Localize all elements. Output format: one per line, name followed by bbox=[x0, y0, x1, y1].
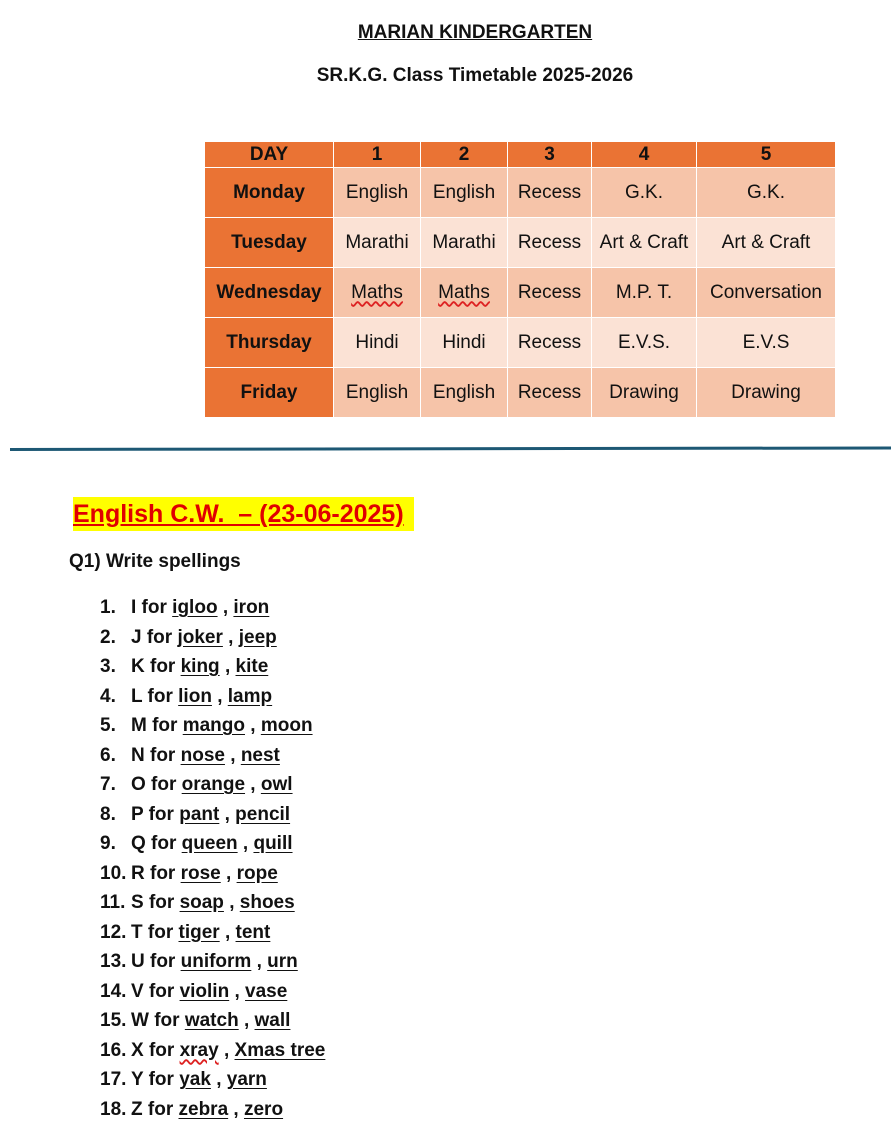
period-cell: Art & Craft bbox=[592, 218, 697, 268]
spelling-word-2: rope bbox=[236, 862, 278, 884]
period-cell: Recess bbox=[508, 218, 592, 268]
day-cell: Wednesday bbox=[205, 268, 334, 318]
item-prefix: T for bbox=[131, 921, 174, 943]
item-prefix: J for bbox=[131, 626, 173, 648]
period-cell: E.V.S. bbox=[592, 318, 697, 368]
item-number: 5. bbox=[100, 715, 116, 736]
spelling-word-1: tiger bbox=[178, 921, 220, 943]
spelling-word-1: zebra bbox=[178, 1098, 229, 1120]
spelling-list-item: 9. Q for queen , quill bbox=[100, 829, 325, 859]
spelling-list-item: 17. Y for yak , yarn bbox=[100, 1065, 325, 1095]
spelling-list-item: 15. W for watch , wall bbox=[100, 1006, 325, 1036]
spelling-word-2: jeep bbox=[238, 626, 277, 648]
spelling-word-1: igloo bbox=[172, 597, 218, 618]
spelling-word-1: king bbox=[180, 656, 220, 677]
timetable-row-monday bbox=[205, 168, 836, 218]
spelling-word-2: lamp bbox=[227, 685, 273, 707]
item-number: 3. bbox=[100, 656, 116, 677]
spelling-list-item: 14. V for violin , vase bbox=[100, 977, 325, 1007]
item-prefix: K for bbox=[131, 656, 176, 677]
spelling-list-item: 3. K for king , kite bbox=[100, 652, 325, 682]
day-cell: Monday bbox=[205, 168, 334, 218]
item-number: 15. bbox=[100, 1010, 127, 1031]
spelling-word-1: violin bbox=[179, 980, 230, 1002]
day-cell: Tuesday bbox=[205, 218, 334, 268]
spelling-word-1: nose bbox=[180, 744, 225, 766]
item-number: 9. bbox=[100, 833, 116, 854]
spelling-word-2: tent bbox=[235, 921, 271, 943]
spelling-word-2: owl bbox=[260, 774, 293, 795]
spelling-word-1: yak bbox=[179, 1069, 211, 1090]
period-cell: Hindi bbox=[334, 318, 421, 368]
spelling-list-item: 16. X for xray , Xmas tree bbox=[100, 1036, 325, 1066]
spelling-list-item: 1. I for igloo , iron bbox=[100, 593, 325, 623]
period-cell bbox=[334, 268, 421, 318]
item-number: 17. bbox=[100, 1069, 127, 1090]
spelling-word-2: zero bbox=[243, 1098, 284, 1120]
spelling-list-item: 6. N for nose , nest bbox=[100, 741, 325, 771]
spelling-list-item: 13. U for uniform , urn bbox=[100, 947, 325, 977]
spelling-word-1: lion bbox=[178, 685, 212, 707]
header-period-1: 1 bbox=[334, 142, 421, 168]
period-cell: Recess bbox=[508, 368, 592, 418]
timetable-row-tuesday bbox=[205, 218, 836, 268]
spelling-list-item: 7. O for orange , owl bbox=[100, 770, 325, 800]
period-cell: Art & Craft bbox=[697, 218, 836, 268]
item-prefix: I for bbox=[131, 597, 167, 618]
item-number: 1. bbox=[100, 597, 116, 618]
day-cell: Thursday bbox=[205, 318, 334, 368]
period-cell: Recess bbox=[508, 168, 592, 218]
header-period-4: 4 bbox=[592, 142, 697, 168]
period-cell: English bbox=[421, 168, 508, 218]
spelling-word-2: shoes bbox=[239, 892, 295, 913]
period-cell: G.K. bbox=[697, 168, 836, 218]
period-cell: Marathi bbox=[421, 218, 508, 268]
spelling-word-2: urn bbox=[267, 951, 298, 972]
item-prefix: R for bbox=[131, 862, 176, 884]
period-cell: Drawing bbox=[697, 368, 836, 418]
timetable-row-friday bbox=[205, 368, 836, 418]
item-prefix: X for bbox=[131, 1039, 175, 1061]
period-cell: English bbox=[334, 368, 421, 418]
item-prefix: O for bbox=[131, 774, 177, 795]
item-prefix: P for bbox=[131, 803, 174, 825]
item-prefix: U for bbox=[131, 951, 176, 972]
item-number: 6. bbox=[100, 744, 116, 766]
spelling-list-item: 4. L for lion , lamp bbox=[100, 682, 325, 712]
timetable-title: SR.K.G. Class Timetable 2025-2026 bbox=[316, 65, 634, 86]
spelling-list-item: 12. T for tiger , tent bbox=[100, 918, 325, 948]
period-cell: Recess bbox=[508, 268, 592, 318]
item-prefix: Q for bbox=[131, 833, 177, 854]
period-cell bbox=[421, 268, 508, 318]
item-number: 2. bbox=[100, 626, 116, 648]
spelling-word-1: rose bbox=[180, 862, 221, 884]
item-prefix: Y for bbox=[131, 1069, 174, 1090]
classwork-title: English C.W. – (23-06-2025) bbox=[73, 497, 414, 531]
period-cell: Marathi bbox=[334, 218, 421, 268]
period-cell: E.V.S bbox=[697, 318, 836, 368]
spelling-word-2: yarn bbox=[226, 1069, 267, 1090]
spelling-list-item: 5. M for mango , moon bbox=[100, 711, 325, 741]
item-number: 14. bbox=[100, 980, 127, 1002]
timetable-row-thursday bbox=[205, 318, 836, 368]
spelling-list bbox=[100, 593, 325, 1124]
spelling-word-1: uniform bbox=[180, 951, 252, 972]
spelling-word-1: joker bbox=[177, 626, 223, 648]
period-cell: Conversation bbox=[697, 268, 836, 318]
spelling-list-item: 8. P for pant , pencil bbox=[100, 800, 325, 830]
spelling-word-1: pant bbox=[179, 803, 220, 825]
header-period-5: 5 bbox=[697, 142, 836, 168]
item-number: 18. bbox=[100, 1098, 127, 1120]
spelling-word-1: mango bbox=[182, 715, 245, 736]
item-number: 13. bbox=[100, 951, 127, 972]
spelling-word-2: wall bbox=[254, 1010, 291, 1031]
school-name: MARIAN KINDERGARTEN bbox=[357, 22, 593, 43]
header-period-2: 2 bbox=[421, 142, 508, 168]
item-prefix: V for bbox=[131, 980, 175, 1002]
spelling-word-1: watch bbox=[184, 1010, 239, 1031]
period-cell: English bbox=[421, 368, 508, 418]
spelling-word-1: soap bbox=[179, 892, 224, 913]
item-prefix: N for bbox=[131, 744, 176, 766]
item-number: 8. bbox=[100, 803, 116, 825]
section-divider bbox=[10, 446, 891, 451]
item-number: 16. bbox=[100, 1039, 127, 1061]
period-cell: Recess bbox=[508, 318, 592, 368]
item-number: 7. bbox=[100, 774, 116, 795]
spelling-list-item: 18. Z for zebra , zero bbox=[100, 1095, 325, 1125]
spelling-list-item: 2. J for joker , jeep bbox=[100, 623, 325, 653]
spelling-word-2: pencil bbox=[235, 803, 291, 825]
item-number: 11. bbox=[100, 892, 126, 913]
spelling-list-item: 11. S for soap , shoes bbox=[100, 888, 325, 918]
spelling-word-2: kite bbox=[235, 656, 269, 677]
item-prefix: W for bbox=[131, 1010, 180, 1031]
item-number: 12. bbox=[100, 921, 127, 943]
timetable-row-wednesday bbox=[205, 268, 836, 318]
spelling-word-2: moon bbox=[260, 715, 313, 736]
day-cell: Friday bbox=[205, 368, 334, 418]
timetable bbox=[204, 141, 836, 418]
question-heading: Q1) Write spellings bbox=[69, 551, 241, 572]
header-day: DAY bbox=[205, 142, 334, 168]
spelling-word-2: Xmas tree bbox=[234, 1039, 326, 1061]
spelling-word-1: orange bbox=[181, 774, 246, 795]
item-prefix: S for bbox=[131, 892, 175, 913]
spelling-word-2: iron bbox=[233, 597, 270, 618]
item-number: 10. bbox=[100, 862, 127, 884]
spelling-word-2: vase bbox=[245, 980, 288, 1002]
item-number: 4. bbox=[100, 685, 116, 707]
item-prefix: Z for bbox=[131, 1098, 174, 1120]
period-cell: English bbox=[334, 168, 421, 218]
timetable-header-row bbox=[205, 142, 836, 168]
period-cell: Drawing bbox=[592, 368, 697, 418]
period-cell: G.K. bbox=[592, 168, 697, 218]
spellcheck-word: Maths bbox=[351, 281, 403, 303]
period-cell: M.P. T. bbox=[592, 268, 697, 318]
spelling-word-1: queen bbox=[181, 833, 238, 854]
header-period-3: 3 bbox=[508, 142, 592, 168]
spelling-word-2: nest bbox=[240, 744, 280, 766]
spelling-word-2: quill bbox=[253, 833, 293, 854]
spellcheck-word: Maths bbox=[438, 281, 490, 303]
spelling-list-item: 10. R for rose , rope bbox=[100, 859, 325, 889]
period-cell: Hindi bbox=[421, 318, 508, 368]
item-prefix: L for bbox=[131, 685, 173, 707]
spelling-word-1: xray bbox=[179, 1039, 219, 1061]
item-prefix: M for bbox=[131, 715, 178, 736]
